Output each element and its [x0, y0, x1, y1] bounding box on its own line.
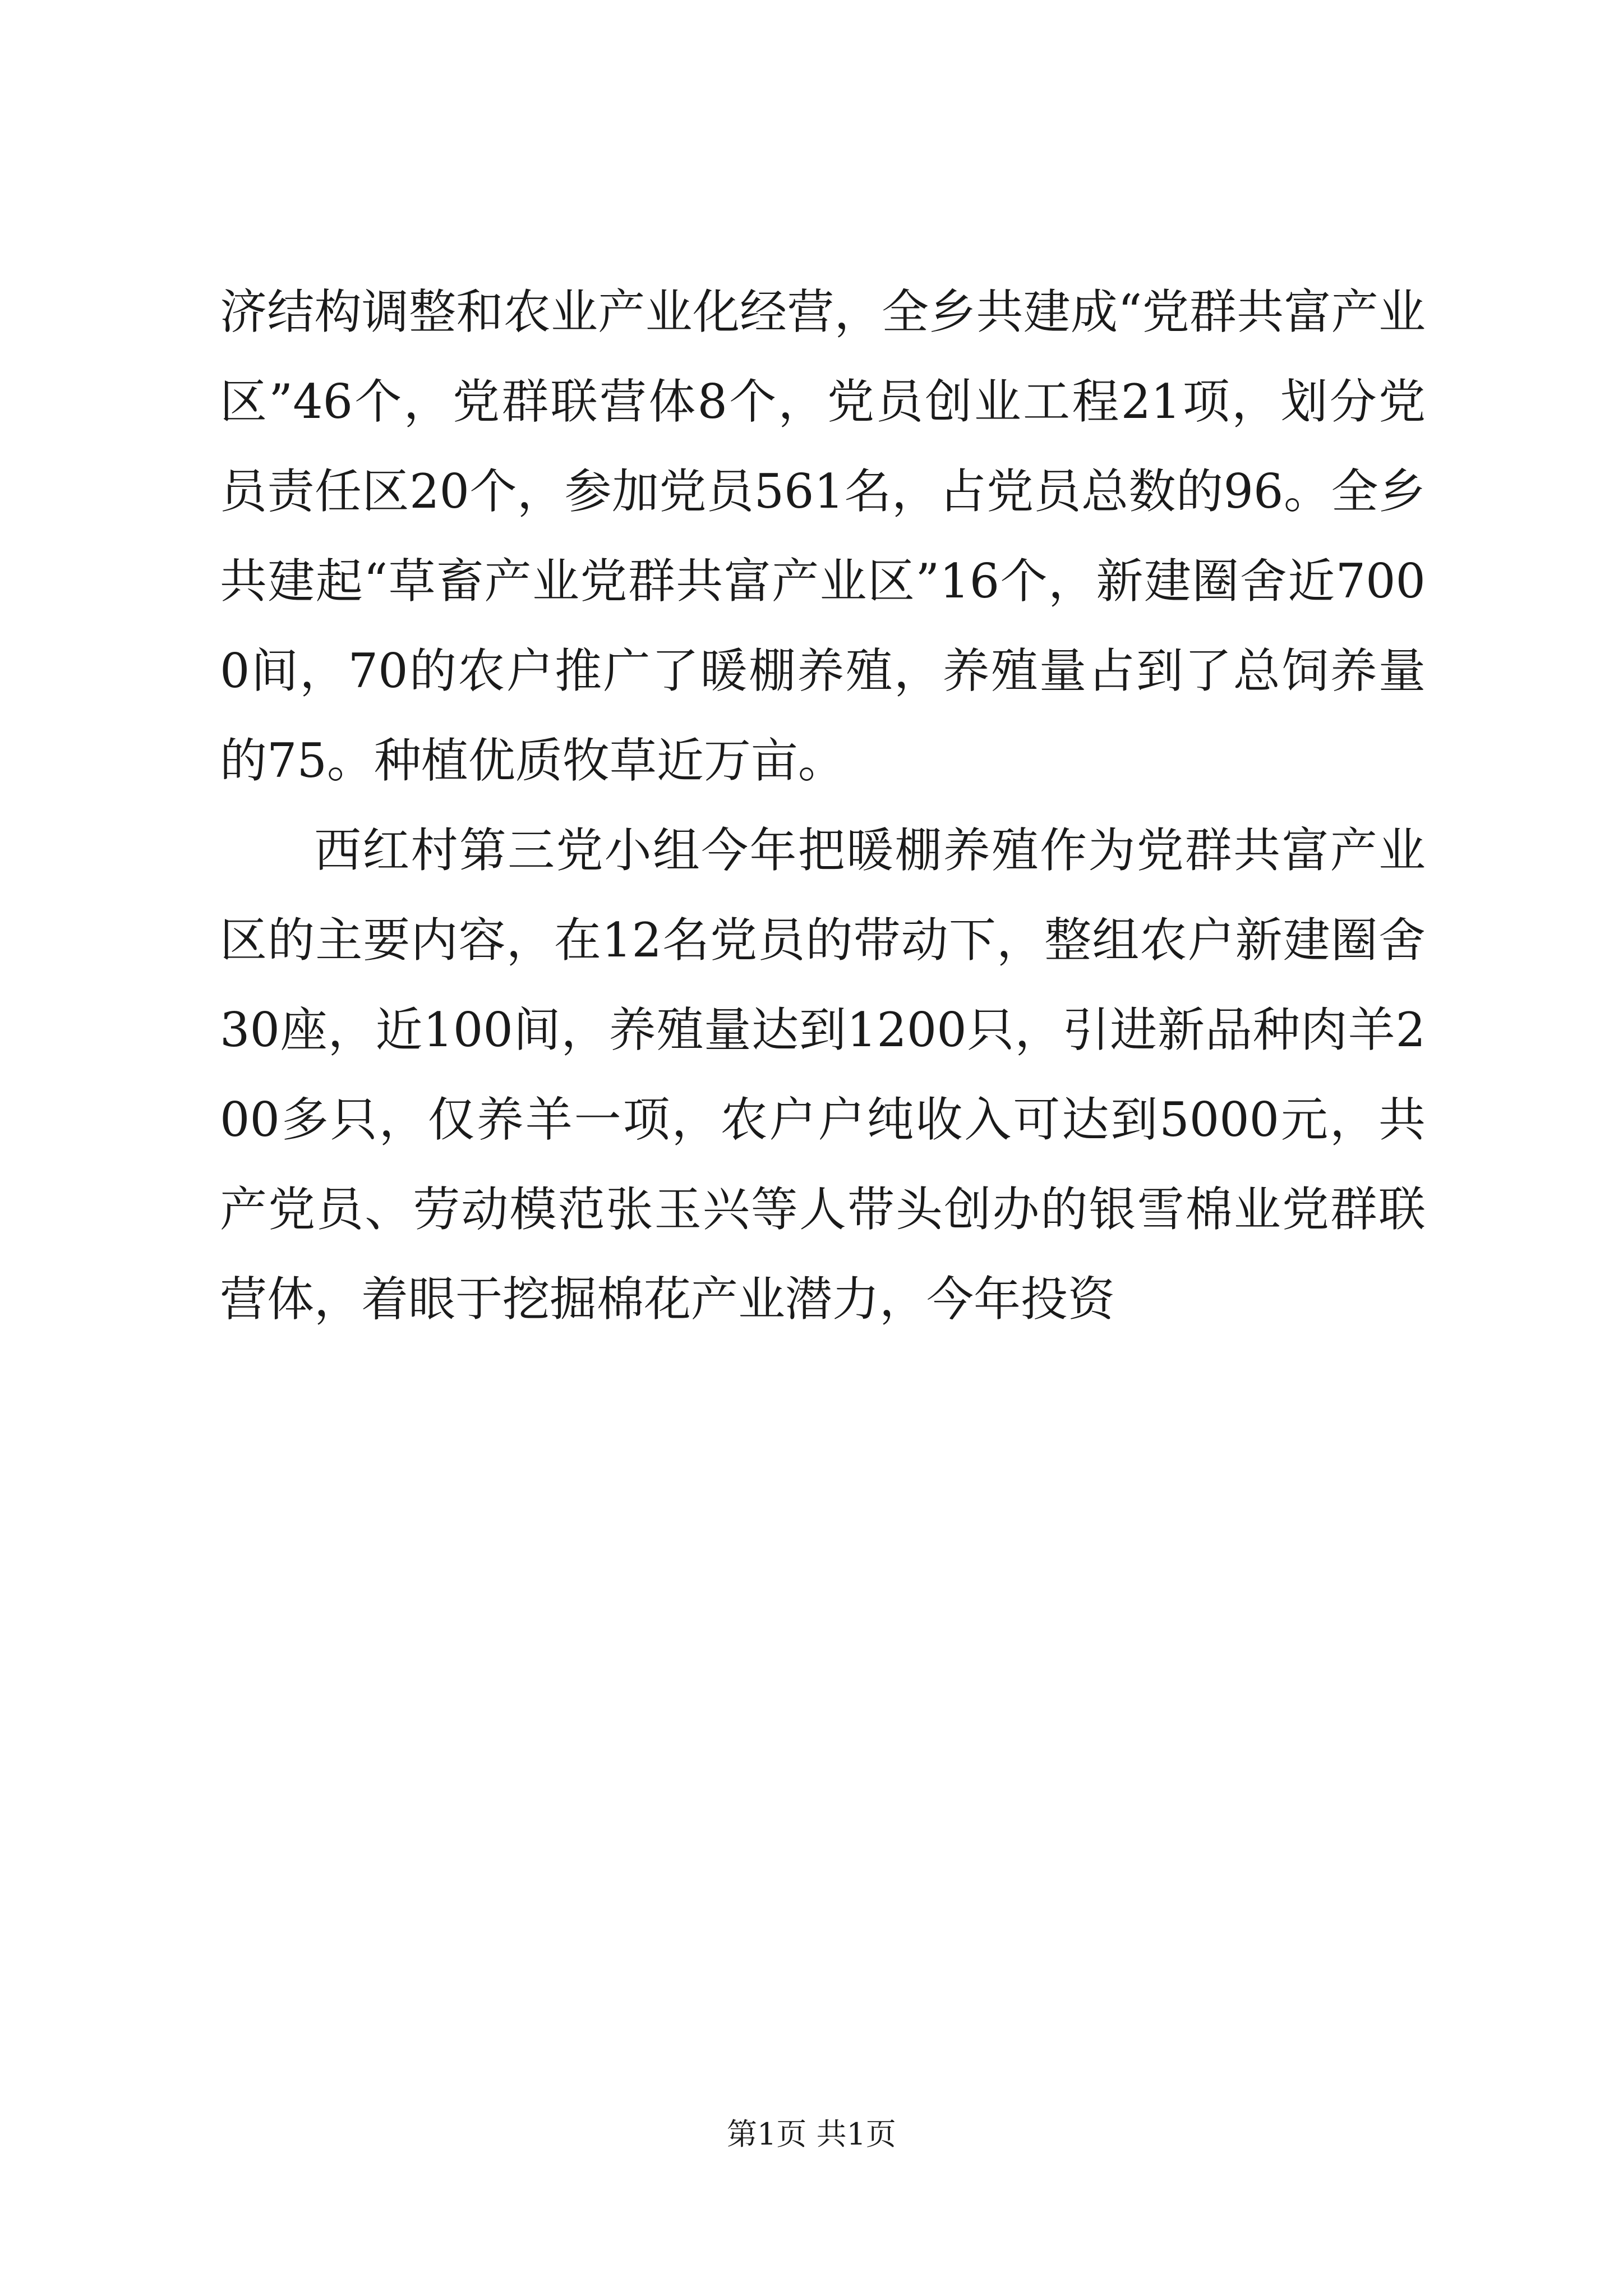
paragraph-xihong-village: 西红村第三党小组今年把暖棚养殖作为党群共富产业区的主要内容，在12名党员的带动下，整组农户新建圈舍30座，近100间，养殖量达到1200只，引进新品种肉羊200多只，仅养羊一项，农户户纯收入可达到5000元，共产党员、劳动模范张玉兴等人带头创办的银雪棉业党群联营体，着眼于挖掘棉花产业潜力，今年投资: [220, 823, 1426, 1327]
page-footer: 第1页 共1页: [727, 2116, 896, 2152]
paragraph-continuation: 济结构调整和农业产业化经营，全乡共建成“党群共富产业区”46个，党群联营体8个，党员创业工程21项，划分党员责任区20个，参加党员561名，占党员总数的96。全乡共建起“草畜产业党群共富产业区”16个，新建圈舍近7000间，70的农户推广了暖棚养殖，养殖量占到了总饲养量的75。种植优质牧草近万亩。: [220, 284, 1426, 788]
document-body: [220, 267, 1426, 1344]
